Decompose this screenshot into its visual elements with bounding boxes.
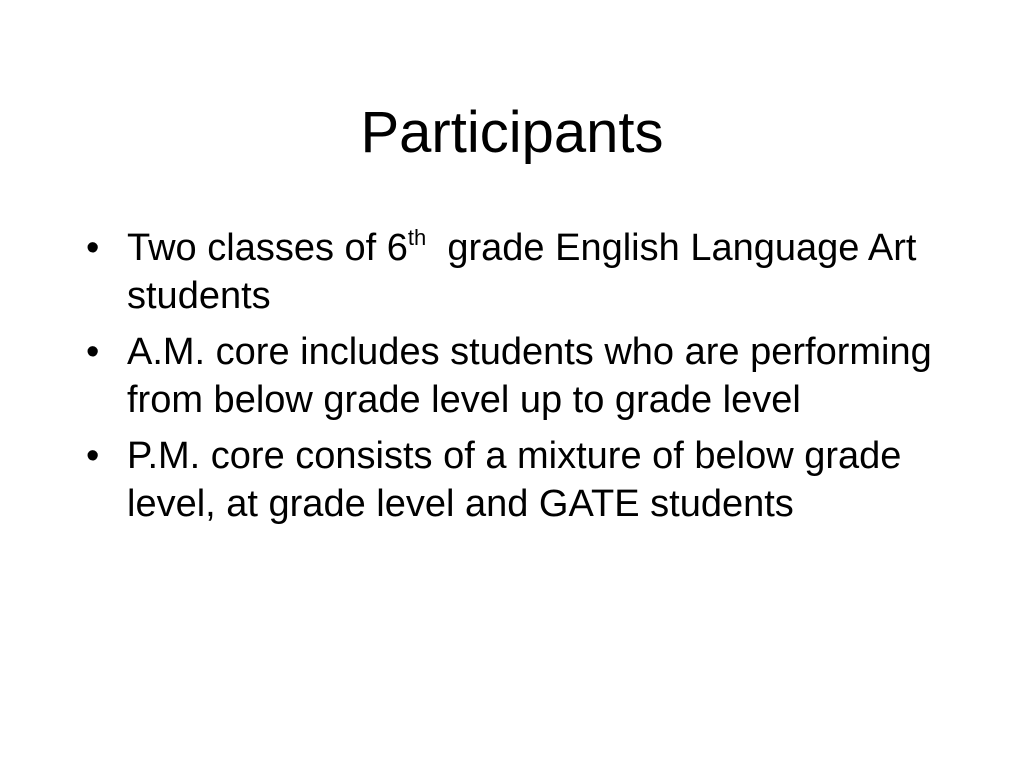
bullet-text: Two classes of 6: [127, 227, 408, 269]
superscript: th: [407, 225, 427, 250]
bullet-icon: •: [86, 227, 100, 269]
bullet-item-classes: [86, 224, 946, 320]
bullet-list: [86, 224, 946, 536]
bullet-text: P.M. core consists of a mixture of below grade level, at grade level and GATE students: [127, 435, 902, 525]
bullet-text: A.M. core includes students who are performing from below grade level up to grade level: [127, 331, 932, 421]
slide-title: Participants: [360, 100, 664, 165]
bullet-text: grade English Language Art students: [127, 227, 938, 317]
bullet-icon: •: [86, 331, 100, 373]
bullet-item-am-core: [86, 328, 946, 424]
bullet-icon: •: [86, 435, 100, 477]
bullet-item-pm-core: [86, 432, 946, 528]
